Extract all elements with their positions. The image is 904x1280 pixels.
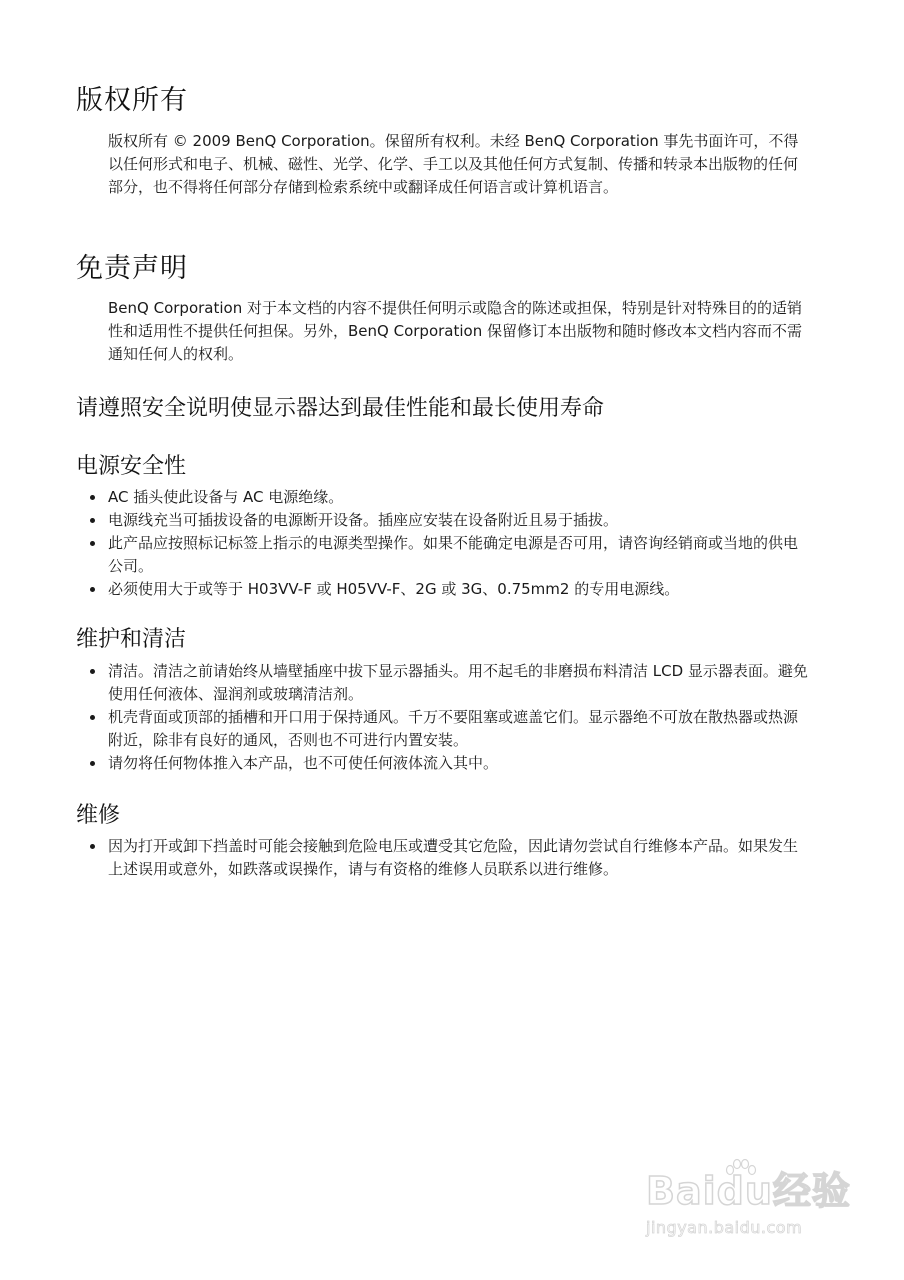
disclaimer-paragraph: BenQ Corporation 对于本文档的内容不提供任何明示或隐含的陈述或担保，特别是针对特殊目的的适销性和适用性不提供任何担保。另外，BenQ Corporation 保留修订本出版物和随时修改本文档内容而不需通知任何人的权利。 [108,299,802,363]
list-item: 清洁。清洁之前请始终从墙壁插座中拔下显示器插头。用不起毛的非磨损布料清洁 LCD 显示器表面。避免使用任何液体、湿润剂或玻璃清洁剂。 [90,660,812,706]
watermark-url: jingyan.baidu.com [646,1218,803,1237]
list-item: 电源线充当可插拔设备的电源断开设备。插座应安装在设备附近且易于插拔。 [90,509,812,532]
power-safety-heading: 电源安全性 [76,454,187,479]
power-safety-list [90,486,812,601]
list-item: 此产品应按照标记标签上指示的电源类型操作。如果不能确定电源是否可用，请咨询经销商或当地的供电公司。 [90,532,812,578]
list-item: 机壳背面或顶部的插槽和开口用于保持通风。千万不要阻塞或遮盖它们。显示器绝不可放在散热器或热源附近，除非有良好的通风，否则也不可进行内置安装。 [90,706,812,752]
watermark-logo-text: Baidu经验 [646,1169,851,1213]
service-list [90,835,812,881]
list-item: AC 插头使此设备与 AC 电源绝缘。 [90,486,812,509]
copyright-paragraph: 版权所有 © 2009 BenQ Corporation。保留所有权利。未经 BenQ Corporation 事先书面许可，不得以任何形式和电子、机械、磁性、光学、化学、手工以及其他任何方式复制、传播和转录本出版物的任何部分，也不得将任何部分存储到检索系统中或翻译成任何语言或计算机语言。 [108,132,799,196]
service-heading: 维修 [76,803,121,828]
list-item: 必须使用大于或等于 H03VV-F 或 H05VV-F、2G 或 3G、0.75mm2 的专用电源线。 [90,578,812,601]
copyright-title: 版权所有 [76,85,188,116]
maintenance-list [90,660,812,775]
maintenance-heading: 维护和清洁 [76,627,187,652]
disclaimer-title: 免责声明 [76,253,188,284]
list-item: 因为打开或卸下挡盖时可能会接触到危险电压或遭受其它危险，因此请勿尝试自行维修本产品。如果发生上述误用或意外，如跌落或误操作，请与有资格的维修人员联系以进行维修。 [90,835,812,881]
safety-heading: 请遵照安全说明使显示器达到最佳性能和最长使用寿命 [76,396,605,421]
list-item: 请勿将任何物体推入本产品，也不可使任何液体流入其中。 [90,752,812,775]
baidu-watermark [640,1158,870,1258]
